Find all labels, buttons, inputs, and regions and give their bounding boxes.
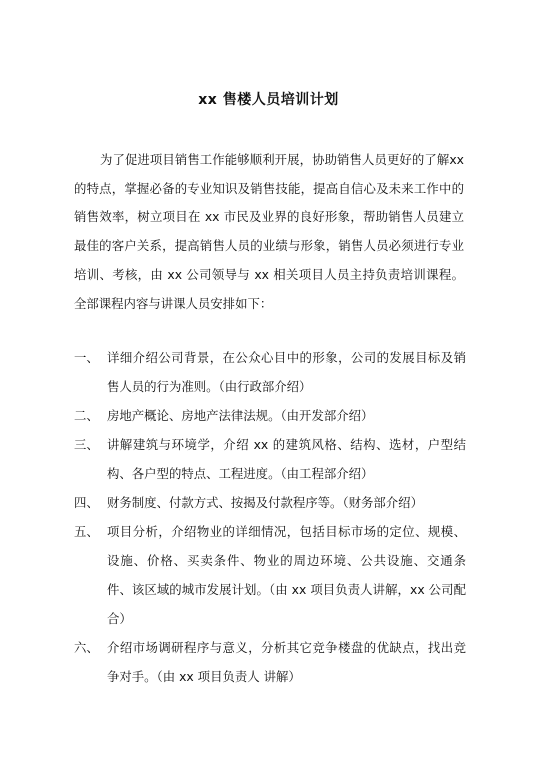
- list-item-text: 介绍市场调研程序与意义，分析其它竞争楼盘的优缺点，找出竞争对手。（由 xx 项目负责人 讲解）: [107, 640, 466, 684]
- document-title: xx 售楼人员培训计划: [198, 92, 339, 108]
- intro-paragraph: 为了促进项目销售工作能够顺利开展，协助销售人员更好的了解xx的特点，掌握必备的专业知识及销售技能，提高自信心及未来工作中的销售效率，树立项目在 xx 市民及业界的良好形象，帮助销售人员建立最佳的客户关系，提高销售人员的业绩与形象，销售人员必须进行专业培训、考核，由 xx 公司领导与 xx 相关项目人员主持负责培训课程。全部课程内容与讲课人员安排如下：: [74, 152, 464, 311]
- list-item-text: 财务制度、付款方式、按揭及付款程序等。（财务部介绍）: [107, 495, 423, 510]
- list-item-number: 五、: [74, 524, 99, 539]
- list-item-number: 六、: [74, 640, 99, 655]
- list-item-number: 三、: [74, 437, 99, 452]
- list-item-number: 一、: [74, 350, 99, 365]
- list-item: [74, 633, 466, 691]
- list-item-number: 四、: [74, 495, 99, 510]
- list-item-text: 项目分析，介绍物业的详细情况，包括目标市场的定位、规模、设施、价格、买卖条件、物业的周边环境、公共设施、交通条件、该区域的城市发展计划。（由 xx 项目负责人讲解，xx 公司配合）: [107, 524, 466, 626]
- list-item: [74, 430, 466, 488]
- list-item-text: 详细介绍公司背景，在公众心目中的形象，公司的发展目标及销售人员的行为准则。（由行政部介绍）: [107, 350, 466, 394]
- list-item: [74, 401, 466, 430]
- list-item: [74, 517, 466, 633]
- course-list: [74, 343, 466, 691]
- list-item-text: 讲解建筑与环境学，介绍 xx 的建筑风格、结构、选材，户型结构、各户型的特点、工程进度。（由工程部介绍）: [107, 437, 466, 481]
- list-item-text: 房地产概论、房地产法律法规。（由开发部介绍）: [107, 408, 374, 423]
- list-item-number: 二、: [74, 408, 99, 423]
- list-item: [74, 343, 466, 401]
- list-item: [74, 488, 466, 517]
